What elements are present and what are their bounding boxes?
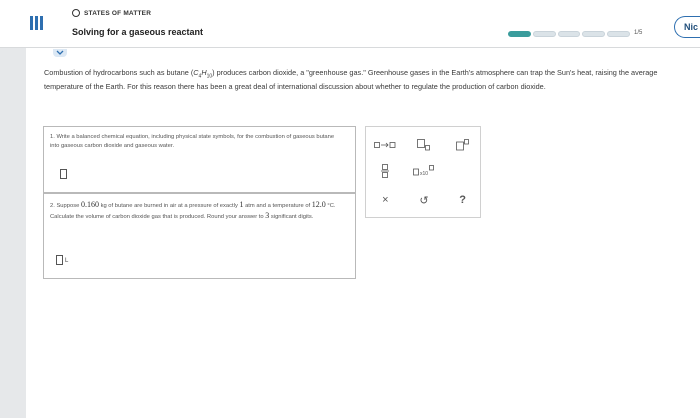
circle-icon	[72, 9, 80, 17]
intro-text: ) produces carbon dioxide, a "greenhouse gas." Greenhouse gases in the Earth's atmosphere can trap the Sun's heat, raising the average temperature of the Earth. For this reason there has been a great deal of international discussion about whether to regulate the production of carbon dioxide.	[44, 68, 658, 91]
math-toolbar	[365, 126, 481, 218]
fraction-icon	[381, 164, 389, 178]
user-button[interactable]	[674, 16, 700, 38]
progress-bar	[508, 30, 630, 38]
q2-sig-digits: 3	[265, 211, 270, 220]
question-2-text	[50, 200, 340, 222]
user-initials: Nic	[684, 22, 699, 32]
top-bar	[0, 0, 700, 48]
scientific-notation-icon	[413, 165, 435, 177]
clear-button[interactable]: ×	[382, 194, 389, 206]
q2-temperature: 12.0	[311, 200, 326, 209]
page-title: Solving for a gaseous reactant	[72, 27, 204, 37]
answer-2-input[interactable]	[56, 255, 63, 265]
scientific-notation-button[interactable]	[410, 162, 438, 180]
undo-button[interactable]: ↺	[419, 194, 429, 207]
progress-segment	[508, 31, 531, 37]
question-1	[43, 126, 356, 193]
formula-c: C	[193, 68, 199, 77]
help-button[interactable]: ?	[459, 194, 466, 206]
progress-segment	[582, 31, 605, 37]
superscript-icon	[456, 139, 470, 151]
sci-label: x10	[419, 171, 429, 177]
progress-segment	[558, 31, 581, 37]
q2-text: °C. Calculate the volume of carbon dioxide gas that is produced. Round your answer to	[50, 203, 336, 220]
fraction-button[interactable]	[371, 162, 399, 180]
answer-1-input[interactable]	[60, 169, 67, 179]
topic-breadcrumb[interactable]	[72, 9, 151, 17]
q2-pressure: 1	[239, 200, 244, 209]
superscript-button[interactable]	[449, 136, 477, 154]
q2-text: kg of butane are burned in air at a pressure of exactly	[98, 203, 240, 209]
reaction-arrow-button[interactable]	[371, 136, 399, 154]
q2-text: 2. Suppose	[50, 203, 81, 209]
subscript-button[interactable]	[410, 136, 438, 154]
formula-h: H	[201, 68, 207, 77]
question-1-text: 1. Write a balanced chemical equation, including physical state symbols, for the combustion of gaseous butane into gaseous carbon dioxide and gaseous water.	[50, 134, 335, 149]
progress-segment	[533, 31, 556, 37]
chevron-down-icon	[56, 50, 64, 56]
intro-paragraph	[44, 68, 694, 92]
intro-text: Combustion of hydrocarbons such as butane (	[44, 68, 194, 77]
menu-icon[interactable]	[30, 16, 48, 30]
formula-subscript: 4	[198, 73, 202, 80]
q2-mass: 0.160	[80, 200, 99, 209]
formula-subscript: 10	[206, 73, 213, 80]
topic-label: STATES OF MATTER	[84, 9, 152, 17]
q2-text: atm and a temperature of	[243, 203, 312, 209]
question-2	[43, 193, 356, 279]
toolbar-spacer	[449, 162, 477, 180]
q2-text: significant digits.	[269, 214, 314, 220]
progress-segment	[607, 31, 630, 37]
reaction-arrow-icon	[374, 141, 396, 149]
answer-unit: L	[65, 258, 69, 264]
progress-count: 1/5	[634, 30, 643, 36]
subscript-icon	[417, 139, 431, 151]
collapse-button[interactable]	[53, 49, 67, 57]
